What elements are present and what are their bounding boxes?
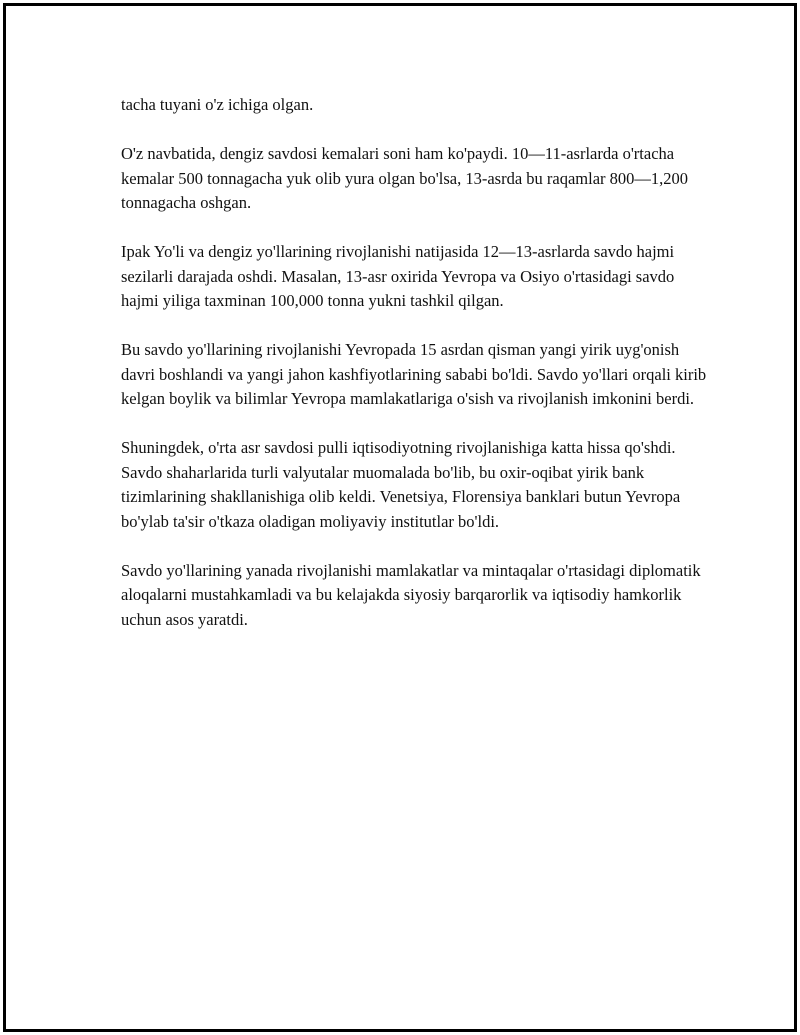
document-page [3, 3, 797, 1032]
paragraph-3: Ipak Yo'li va dengiz yo'llarining rivojlanishi natijasida 12—13-asrlarda savdo hajmi sezilarli darajada oshdi. Masalan, 13-asr oxirida Yevropa va Osiyo o'rtasidagi savdo hajmi yiliga taxminan 100,000 tonna yukni tashkil qilgan. [121, 242, 675, 310]
paragraph-4: Bu savdo yo'llarining rivojlanishi Yevropada 15 asrdan qisman yangi yirik uyg'onish davri boshlandi va yangi jahon kashfiyotlarining sababi bo'ldi. Savdo yo'llari orqali kirib kelgan boylik va bilimlar Yevropa mamlakatlariga o'sish va rivojlanish imkonini berdi. [121, 340, 707, 408]
paragraph-6: Savdo yo'llarining yanada rivojlanishi mamlakatlar va mintaqalar o'rtasidagi diplomatik aloqalarni mustahkamladi va bu kelajakda siyosiy barqarorlik va iqtisodiy hamkorlik uchun asos yaratdi. [121, 560, 701, 629]
paragraph-1: tacha tuyani o'z ichiga olgan. [121, 95, 314, 114]
paragraph-5: Shuningdek, o'rta asr savdosi pulli iqtisodiyotning rivojlanishiga katta hissa qo'shdi. Savdo shaharlarida turli valyutalar muomalada bo'lib, bu oxir-oqibat yirik bank tizimlarining shakllanishiga olib keldi. Venetsiya, Florensiya banklari butun Yevropa bo'ylab ta'sir o'tkaza oladigan moliyaviy institutlar bo'ldi. [121, 438, 681, 531]
paragraph-2: O'z navbatida, dengiz savdosi kemalari soni ham ko'paydi. 10—11-asrlarda o'rtacha kemalar 500 tonnagacha yuk olib yura olgan bo'lsa, 13-asrda bu raqamlar 800—1,200 tonnagacha oshgan. [121, 144, 689, 212]
document-body [121, 93, 711, 657]
